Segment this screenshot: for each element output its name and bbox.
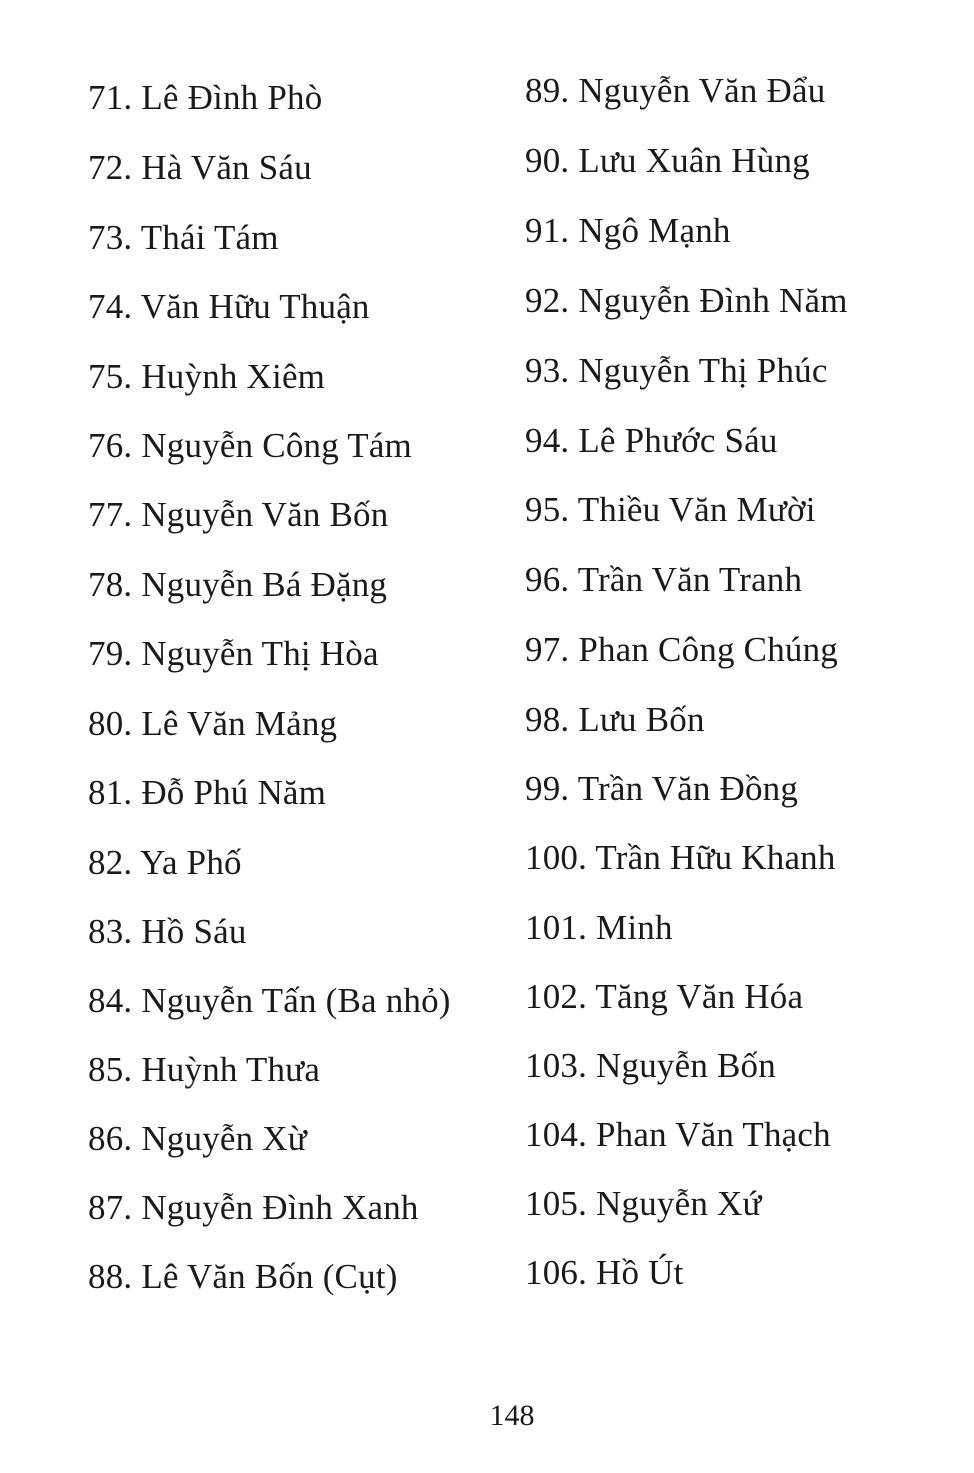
- entry-name: Phan Công Chúng: [578, 630, 839, 669]
- list-item: [88, 773, 326, 813]
- list-item: [525, 141, 810, 181]
- entry-name: Nguyễn Bá Đặng: [141, 565, 388, 604]
- list-item: [525, 490, 816, 530]
- entry-name: Nguyễn Xừ: [141, 1119, 307, 1158]
- entry-name: Thái Tám: [140, 218, 279, 257]
- list-item: [88, 78, 322, 118]
- entry-name: Nguyễn Xứ: [596, 1184, 762, 1223]
- entry-name: Nguyễn Đình Xanh: [141, 1188, 419, 1227]
- entry-number: 93.: [525, 351, 570, 390]
- page-number: 148: [489, 1399, 535, 1432]
- entry-number: 98.: [525, 700, 570, 739]
- list-item: [525, 421, 778, 461]
- entry-name: Thiều Văn Mười: [577, 490, 816, 529]
- entry-name: Tăng Văn Hóa: [595, 977, 804, 1016]
- entry-name: Lê Văn Mảng: [141, 704, 338, 743]
- entry-number: 80.: [88, 704, 133, 743]
- list-item: [88, 495, 388, 535]
- entry-number: 88.: [88, 1257, 133, 1296]
- entry-number: 97.: [525, 630, 570, 669]
- list-item: [525, 630, 838, 670]
- entry-name: Minh: [596, 908, 673, 947]
- entry-name: Lưu Xuân Hùng: [578, 141, 810, 180]
- entry-number: 71.: [88, 78, 133, 117]
- entry-number: 79.: [88, 634, 133, 673]
- list-item: [525, 560, 802, 600]
- list-item: [525, 977, 803, 1017]
- entry-number: 92.: [525, 281, 570, 320]
- list-item: [88, 1188, 419, 1228]
- list-item: [525, 281, 848, 321]
- entry-number: 84.: [88, 981, 133, 1020]
- list-item: [88, 218, 279, 258]
- list-item: [525, 1253, 684, 1293]
- list-item: [525, 908, 673, 948]
- entry-number: 96.: [525, 560, 570, 599]
- entry-number: 105.: [525, 1184, 588, 1223]
- entry-number: 95.: [525, 490, 570, 529]
- entry-name: Hồ Sáu: [141, 912, 247, 951]
- entry-number: 75.: [88, 357, 133, 396]
- entry-name: Hà Văn Sáu: [141, 148, 312, 187]
- entry-name: Nguyễn Thị Hòa: [141, 634, 379, 673]
- entry-name: Lê Văn Bốn (Cụt): [141, 1257, 398, 1296]
- entry-number: 89.: [525, 71, 570, 110]
- entry-number: 72.: [88, 148, 133, 187]
- list-item: [88, 1050, 320, 1090]
- entry-name: Huỳnh Thưa: [141, 1050, 321, 1089]
- list-item: [525, 1184, 762, 1224]
- list-item: [525, 838, 836, 878]
- entry-number: 103.: [525, 1046, 588, 1085]
- entry-number: 86.: [88, 1119, 133, 1158]
- list-item: [525, 351, 828, 391]
- list-item: [88, 1119, 307, 1159]
- entry-number: 82.: [88, 843, 133, 882]
- list-item: [88, 981, 451, 1021]
- entry-number: 94.: [525, 421, 570, 460]
- list-item: [88, 1257, 398, 1297]
- entry-name: Văn Hữu Thuận: [140, 287, 370, 326]
- entry-name: Trần Văn Tranh: [577, 560, 803, 599]
- list-item: [88, 426, 412, 466]
- entry-number: 77.: [88, 495, 133, 534]
- list-item: [88, 148, 312, 188]
- list-item: [88, 287, 370, 327]
- entry-name: Trần Hữu Khanh: [595, 838, 836, 877]
- list-item: [88, 565, 387, 605]
- entry-name: Đỗ Phú Năm: [141, 773, 327, 812]
- entry-name: Nguyễn Tấn (Ba nhỏ): [141, 981, 451, 1020]
- list-item: [88, 634, 379, 674]
- entry-number: 100.: [525, 838, 588, 877]
- entry-number: 83.: [88, 912, 133, 951]
- entry-number: 90.: [525, 141, 570, 180]
- entry-number: 87.: [88, 1188, 133, 1227]
- entry-name: Ngô Mạnh: [578, 211, 731, 250]
- entry-number: 85.: [88, 1050, 133, 1089]
- entry-name: Phan Văn Thạch: [596, 1115, 831, 1154]
- entry-name: Trần Văn Đồng: [577, 769, 799, 808]
- entry-name: Nguyễn Văn Bốn: [141, 495, 389, 534]
- entry-number: 102.: [525, 977, 588, 1016]
- entry-name: Nguyễn Công Tám: [141, 426, 412, 465]
- entry-name: Hồ Út: [596, 1253, 684, 1292]
- list-item: [525, 700, 705, 740]
- entry-name: Nguyễn Bốn: [596, 1046, 776, 1085]
- list-item: [88, 357, 325, 397]
- entry-number: 73.: [88, 218, 133, 257]
- list-item: [525, 71, 825, 111]
- entry-number: 99.: [525, 769, 570, 808]
- entry-name: Nguyễn Thị Phúc: [578, 351, 828, 390]
- list-item: [525, 1046, 776, 1086]
- entry-name: Nguyễn Đình Năm: [578, 281, 848, 320]
- list-item: [88, 843, 242, 883]
- entry-name: Nguyễn Văn Đẩu: [578, 71, 826, 110]
- list-item: [88, 912, 247, 952]
- entry-name: Lê Đình Phò: [141, 78, 323, 117]
- entry-number: 76.: [88, 426, 133, 465]
- entry-name: Lưu Bốn: [578, 700, 705, 739]
- entry-number: 78.: [88, 565, 133, 604]
- list-item: [525, 211, 731, 251]
- list-item: [525, 769, 798, 809]
- entry-name: Lê Phước Sáu: [578, 421, 778, 460]
- entry-number: 81.: [88, 773, 133, 812]
- entry-number: 91.: [525, 211, 570, 250]
- list-item: [88, 704, 337, 744]
- entry-name: Huỳnh Xiêm: [141, 357, 326, 396]
- list-item: [525, 1115, 831, 1155]
- entry-number: 104.: [525, 1115, 588, 1154]
- entry-number: 74.: [88, 287, 133, 326]
- entry-name: Ya Phố: [140, 843, 242, 882]
- entry-number: 101.: [525, 908, 588, 947]
- entry-number: 106.: [525, 1253, 588, 1292]
